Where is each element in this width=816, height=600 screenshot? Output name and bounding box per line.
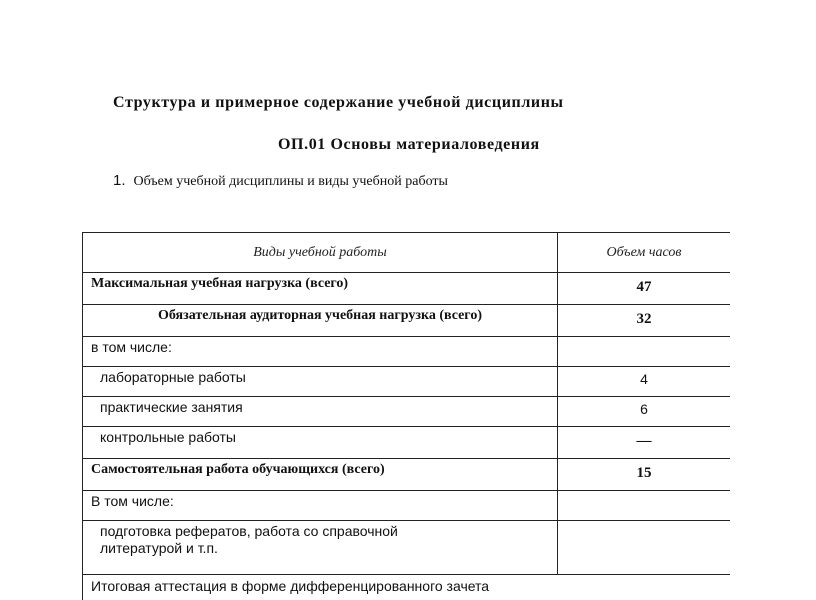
row-label-including-2: В том числе: [83, 491, 558, 521]
row-value-max-load: 47 [558, 273, 731, 305]
row-value-mandatory-load: 32 [558, 305, 731, 337]
section-heading [113, 172, 448, 190]
row-value-lab-works: 4 [558, 367, 731, 397]
table-row [83, 575, 731, 600]
row-label-lab-works: лабораторные работы [83, 367, 558, 397]
section-number: 1. [113, 172, 126, 189]
document-title: Структура и примерное содержание учебной дисциплины [113, 94, 564, 112]
workload-table [82, 232, 730, 600]
discipline-title: ОП.01 Основы материаловедения [278, 136, 540, 154]
row-value-including-2 [558, 491, 731, 521]
table-row [83, 337, 731, 367]
row-label-including: в том числе: [83, 337, 558, 367]
table-row [83, 459, 731, 491]
table-row [83, 397, 731, 427]
row-label-final-attestation: Итоговая аттестация в форме дифференцированного зачета [83, 575, 731, 600]
row-label-control-works: контрольные работы [83, 427, 558, 459]
table-row [83, 491, 731, 521]
row-value-reports [558, 521, 731, 575]
row-value-practical: 6 [558, 397, 731, 427]
table-row [83, 273, 731, 305]
row-value-self-study: 15 [558, 459, 731, 491]
row-label-reports: подготовка рефератов, работа со справочной литературой и т.п. [83, 521, 558, 575]
header-work-types: Виды учебной работы [83, 233, 558, 273]
table-row [83, 305, 731, 337]
row-label-mandatory-load: Обязательная аудиторная учебная нагрузка (всего) [83, 305, 558, 337]
table-row [83, 367, 731, 397]
table-header-row [83, 233, 731, 273]
table-row [83, 427, 731, 459]
row-label-self-study: Самостоятельная работа обучающихся (всего) [83, 459, 558, 491]
section-title: Объем учебной дисциплины и виды учебной работы [134, 174, 448, 189]
row-value-including [558, 337, 731, 367]
table-row [83, 521, 731, 575]
row-label-practical: практические занятия [83, 397, 558, 427]
row-value-control-works: — [558, 427, 731, 459]
row-label-max-load: Максимальная учебная нагрузка (всего) [83, 273, 558, 305]
header-hours: Объем часов [558, 233, 731, 273]
